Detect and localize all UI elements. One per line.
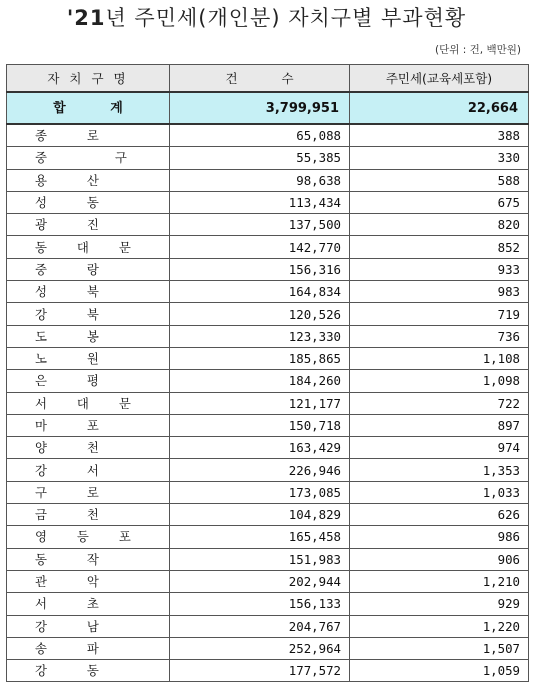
district-name: 도 봉 — [7, 325, 170, 347]
district-count: 202,944 — [170, 570, 350, 592]
page-title — [0, 2, 533, 32]
district-name: 양 천 — [7, 437, 170, 459]
district-amount: 1,507 — [350, 637, 529, 659]
table-row — [7, 370, 529, 392]
district-amount: 986 — [350, 526, 529, 548]
district-name: 중 구 — [7, 147, 170, 169]
table-row — [7, 392, 529, 414]
district-count: 163,429 — [170, 437, 350, 459]
district-count: 113,434 — [170, 191, 350, 213]
header-count: 건 수 — [170, 65, 350, 93]
table-row — [7, 570, 529, 592]
district-name: 구 로 — [7, 481, 170, 503]
district-count: 123,330 — [170, 325, 350, 347]
district-count: 120,526 — [170, 303, 350, 325]
district-count: 150,718 — [170, 414, 350, 436]
district-amount: 719 — [350, 303, 529, 325]
district-count: 65,088 — [170, 124, 350, 147]
district-amount: 388 — [350, 124, 529, 147]
district-amount: 906 — [350, 548, 529, 570]
district-name: 성 북 — [7, 281, 170, 303]
title-text: 년 주민세(개인분) 자치구별 부과현황 — [105, 6, 467, 30]
district-name: 강 동 — [7, 660, 170, 682]
header-row — [7, 65, 529, 93]
district-count: 164,834 — [170, 281, 350, 303]
district-name: 동 작 — [7, 548, 170, 570]
table-row — [7, 459, 529, 481]
district-count: 177,572 — [170, 660, 350, 682]
district-count: 173,085 — [170, 481, 350, 503]
district-count: 98,638 — [170, 169, 350, 191]
table-row — [7, 637, 529, 659]
district-name: 종 로 — [7, 124, 170, 147]
district-name: 서 대 문 — [7, 392, 170, 414]
district-count: 156,133 — [170, 593, 350, 615]
total-amount: 22,664 — [350, 92, 529, 124]
table-row — [7, 281, 529, 303]
district-count: 204,767 — [170, 615, 350, 637]
district-name: 동 대 문 — [7, 236, 170, 258]
table-row — [7, 504, 529, 526]
district-amount: 736 — [350, 325, 529, 347]
district-amount: 1,108 — [350, 347, 529, 369]
district-amount: 852 — [350, 236, 529, 258]
district-name: 강 서 — [7, 459, 170, 481]
table-row — [7, 347, 529, 369]
table-row — [7, 169, 529, 191]
district-amount: 1,220 — [350, 615, 529, 637]
tax-table — [6, 64, 529, 682]
table-row — [7, 548, 529, 570]
table-row — [7, 147, 529, 169]
district-amount: 1,353 — [350, 459, 529, 481]
table-row — [7, 437, 529, 459]
unit-note: (단위 : 건, 백만원) — [435, 44, 521, 56]
table-row — [7, 593, 529, 615]
district-count: 55,385 — [170, 147, 350, 169]
district-name: 송 파 — [7, 637, 170, 659]
district-name: 중 랑 — [7, 258, 170, 280]
district-name: 노 원 — [7, 347, 170, 369]
table-row — [7, 191, 529, 213]
district-count: 252,964 — [170, 637, 350, 659]
table-row — [7, 481, 529, 503]
district-count: 151,983 — [170, 548, 350, 570]
district-amount: 675 — [350, 191, 529, 213]
table-row — [7, 236, 529, 258]
table-row — [7, 325, 529, 347]
district-amount: 974 — [350, 437, 529, 459]
district-amount: 1,210 — [350, 570, 529, 592]
district-amount: 1,098 — [350, 370, 529, 392]
table-row — [7, 615, 529, 637]
district-count: 185,865 — [170, 347, 350, 369]
district-amount: 588 — [350, 169, 529, 191]
district-name: 관 악 — [7, 570, 170, 592]
district-name: 마 포 — [7, 414, 170, 436]
district-amount: 626 — [350, 504, 529, 526]
district-name: 영 등 포 — [7, 526, 170, 548]
district-name: 성 동 — [7, 191, 170, 213]
district-count: 156,316 — [170, 258, 350, 280]
district-name: 금 천 — [7, 504, 170, 526]
total-label: 합 계 — [7, 92, 170, 124]
district-count: 226,946 — [170, 459, 350, 481]
table-row — [7, 124, 529, 147]
district-name: 광 진 — [7, 214, 170, 236]
district-amount: 897 — [350, 414, 529, 436]
district-count: 184,260 — [170, 370, 350, 392]
district-name: 은 평 — [7, 370, 170, 392]
district-name: 강 남 — [7, 615, 170, 637]
district-amount: 722 — [350, 392, 529, 414]
district-name: 용 산 — [7, 169, 170, 191]
district-amount: 933 — [350, 258, 529, 280]
district-amount: 330 — [350, 147, 529, 169]
district-name: 강 북 — [7, 303, 170, 325]
district-amount: 983 — [350, 281, 529, 303]
district-count: 104,829 — [170, 504, 350, 526]
header-district: 자 치 구 명 — [7, 65, 170, 93]
header-amount: 주민세(교육세포함) — [350, 65, 529, 93]
table-row — [7, 303, 529, 325]
total-count: 3,799,951 — [170, 92, 350, 124]
district-amount: 929 — [350, 593, 529, 615]
table-row — [7, 414, 529, 436]
table-row — [7, 526, 529, 548]
district-name: 서 초 — [7, 593, 170, 615]
table-row — [7, 660, 529, 682]
title-year: '21 — [66, 6, 106, 30]
district-count: 121,177 — [170, 392, 350, 414]
total-row — [7, 92, 529, 124]
table-row — [7, 214, 529, 236]
district-amount: 1,033 — [350, 481, 529, 503]
district-count: 165,458 — [170, 526, 350, 548]
district-count: 142,770 — [170, 236, 350, 258]
district-amount: 1,059 — [350, 660, 529, 682]
district-amount: 820 — [350, 214, 529, 236]
table-row — [7, 258, 529, 280]
district-count: 137,500 — [170, 214, 350, 236]
